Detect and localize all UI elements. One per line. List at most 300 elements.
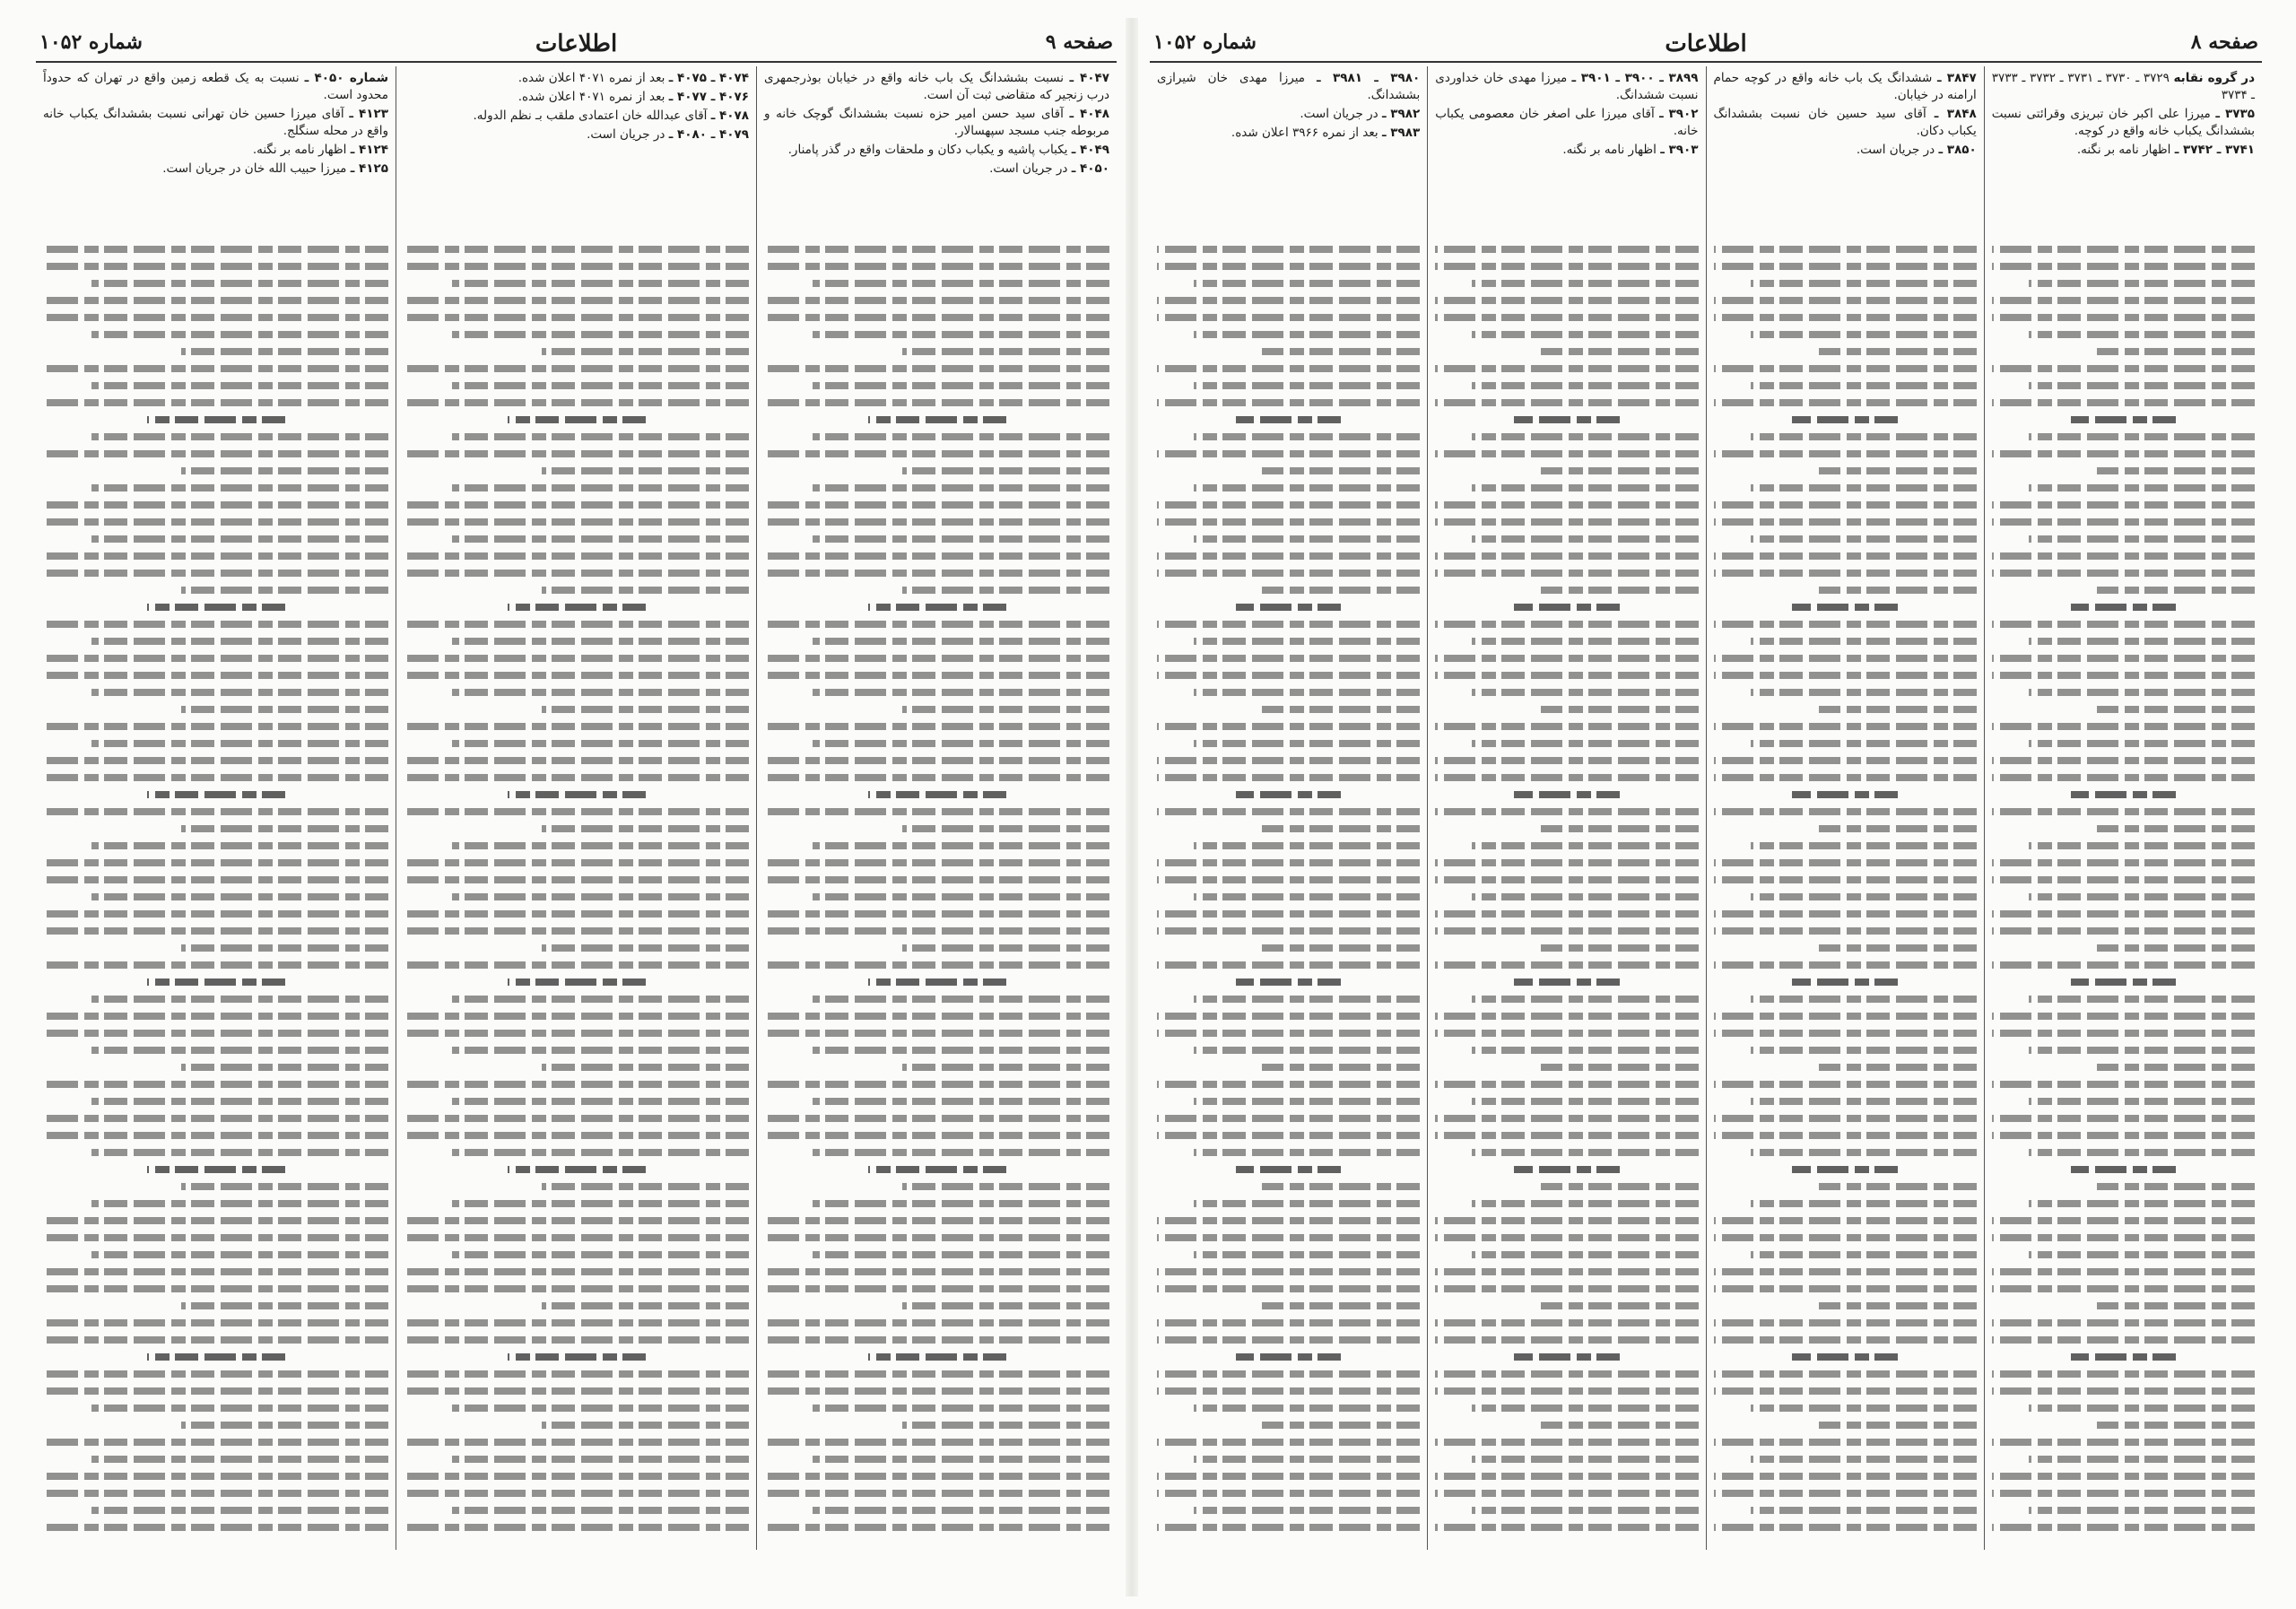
text-line bbox=[43, 1217, 388, 1224]
text-line bbox=[452, 893, 749, 900]
text-line bbox=[1992, 263, 2255, 270]
text-line bbox=[43, 1115, 388, 1122]
text-line bbox=[1157, 246, 1420, 253]
text-line bbox=[43, 1132, 388, 1139]
text-line bbox=[1435, 1473, 1698, 1480]
text-line bbox=[404, 1439, 749, 1446]
text-line bbox=[1157, 723, 1420, 730]
text-line bbox=[404, 1115, 749, 1122]
text-line bbox=[1157, 876, 1420, 883]
text-line bbox=[181, 348, 388, 355]
text-line bbox=[902, 1183, 1109, 1190]
text-line bbox=[1992, 1013, 2255, 1020]
text-line bbox=[43, 723, 388, 730]
text-line bbox=[1435, 672, 1698, 679]
text-line bbox=[1992, 450, 2255, 457]
text-line bbox=[1157, 927, 1420, 935]
text-line bbox=[91, 689, 388, 696]
right-column-2 bbox=[1706, 66, 1984, 1550]
text-line bbox=[91, 433, 388, 440]
text-line bbox=[1714, 774, 1977, 781]
text-line bbox=[43, 1234, 388, 1241]
text-line bbox=[508, 1166, 646, 1173]
text-line bbox=[1435, 1013, 1698, 1020]
text-line bbox=[1714, 552, 1977, 560]
text-line bbox=[1262, 348, 1420, 355]
text-line bbox=[43, 1370, 388, 1378]
text-line bbox=[404, 570, 749, 577]
text-line bbox=[2029, 1251, 2255, 1258]
text-line bbox=[1435, 1490, 1698, 1497]
text-line bbox=[1435, 961, 1698, 969]
text-line bbox=[1541, 1302, 1699, 1309]
text-line bbox=[1472, 280, 1698, 287]
text-line bbox=[404, 910, 749, 918]
text-line bbox=[452, 280, 749, 287]
column-text-block bbox=[1714, 246, 1977, 1544]
text-line bbox=[2029, 1405, 2255, 1412]
text-line bbox=[813, 1149, 1109, 1156]
text-line bbox=[1992, 1336, 2255, 1344]
text-line bbox=[1751, 689, 1977, 696]
text-line bbox=[1157, 1524, 1420, 1531]
right-column-4 bbox=[1150, 66, 1427, 1550]
text-line bbox=[404, 246, 749, 253]
text-line bbox=[1435, 1439, 1698, 1446]
text-line bbox=[1714, 757, 1977, 764]
text-line bbox=[902, 1422, 1109, 1429]
text-line bbox=[404, 1217, 749, 1224]
text-line bbox=[902, 825, 1109, 832]
text-line bbox=[542, 706, 749, 713]
right-masthead: اطلاعات bbox=[1665, 30, 1747, 57]
text-line bbox=[1714, 314, 1977, 321]
text-line bbox=[1157, 1217, 1420, 1224]
text-line bbox=[1819, 825, 1977, 832]
text-line bbox=[764, 961, 1109, 969]
notice-entry: ۴۱۲۴ ـ اظهار نامه بر نگنه. bbox=[252, 143, 388, 157]
text-line bbox=[2097, 587, 2255, 594]
text-line bbox=[43, 961, 388, 969]
text-line bbox=[1157, 518, 1420, 526]
text-line bbox=[1714, 1234, 1977, 1241]
text-line bbox=[452, 842, 749, 849]
text-line bbox=[1194, 1405, 1420, 1412]
text-line bbox=[1435, 1115, 1698, 1122]
text-line bbox=[91, 996, 388, 1003]
text-line bbox=[43, 808, 388, 815]
text-line bbox=[868, 416, 1006, 423]
text-line bbox=[2029, 484, 2255, 491]
text-line bbox=[1435, 859, 1698, 866]
text-line bbox=[1435, 621, 1698, 628]
text-line bbox=[43, 1490, 388, 1497]
notice-entry: ۳۸۹۹ ـ ۳۹۰۰ ـ ۳۹۰۱ ـ میرزا مهدی خان خداوردی نسبت ششدانگ. bbox=[1435, 71, 1699, 102]
text-line bbox=[764, 859, 1109, 866]
left-column-3 bbox=[36, 66, 396, 1550]
text-line bbox=[1194, 1251, 1420, 1258]
text-line bbox=[764, 450, 1109, 457]
text-line bbox=[764, 757, 1109, 764]
text-line bbox=[1792, 1166, 1897, 1173]
text-line bbox=[1262, 1064, 1420, 1071]
text-line bbox=[1472, 1098, 1698, 1105]
text-line bbox=[764, 399, 1109, 406]
text-line bbox=[764, 263, 1109, 270]
text-line bbox=[1157, 552, 1420, 560]
right-page bbox=[1150, 25, 2262, 1550]
text-line bbox=[404, 1490, 749, 1497]
text-line bbox=[43, 552, 388, 560]
notice-entry: ۳۹۸۲ ـ در جریان است. bbox=[1300, 107, 1421, 121]
text-line bbox=[1714, 927, 1977, 935]
text-line bbox=[1541, 467, 1699, 474]
text-line bbox=[1819, 587, 1977, 594]
text-line bbox=[452, 740, 749, 747]
text-line bbox=[1992, 1081, 2255, 1088]
text-line bbox=[404, 1370, 749, 1378]
text-line bbox=[764, 570, 1109, 577]
text-line bbox=[1472, 331, 1698, 338]
text-line bbox=[452, 1098, 749, 1105]
text-line bbox=[1751, 996, 1977, 1003]
text-line bbox=[1992, 808, 2255, 815]
text-line bbox=[2097, 1422, 2255, 1429]
text-line bbox=[43, 876, 388, 883]
text-line bbox=[1792, 791, 1897, 798]
text-line bbox=[91, 1098, 388, 1105]
text-line bbox=[1714, 910, 1977, 918]
text-line bbox=[764, 501, 1109, 509]
text-line bbox=[1472, 842, 1698, 849]
right-page-header bbox=[1150, 25, 2262, 63]
text-line bbox=[1714, 570, 1977, 577]
text-line bbox=[404, 1081, 749, 1088]
text-line bbox=[1992, 1115, 2255, 1122]
text-line bbox=[1992, 297, 2255, 304]
text-line bbox=[2029, 331, 2255, 338]
text-line bbox=[1819, 706, 1977, 713]
text-line bbox=[2029, 740, 2255, 747]
text-line bbox=[43, 297, 388, 304]
text-line bbox=[813, 1507, 1109, 1514]
text-line bbox=[2071, 1166, 2176, 1173]
text-line bbox=[404, 1268, 749, 1275]
text-line bbox=[1992, 1217, 2255, 1224]
text-line bbox=[1472, 638, 1698, 645]
text-line bbox=[1714, 1524, 1977, 1531]
text-line bbox=[1435, 246, 1698, 253]
text-line bbox=[2097, 825, 2255, 832]
text-line bbox=[1992, 1439, 2255, 1446]
text-line bbox=[1751, 433, 1977, 440]
text-line bbox=[181, 1183, 388, 1190]
text-line bbox=[91, 1149, 388, 1156]
text-line bbox=[1751, 1507, 1977, 1514]
text-line bbox=[404, 450, 749, 457]
text-line bbox=[1514, 416, 1619, 423]
right-columns bbox=[1150, 66, 2262, 1550]
text-line bbox=[868, 791, 1006, 798]
text-line bbox=[1819, 1064, 1977, 1071]
left-page-number: صفحه ۹ bbox=[1045, 30, 1113, 54]
notice-entry: ۴۰۵۰ ـ در جریان است. bbox=[989, 161, 1109, 176]
text-line bbox=[1472, 484, 1698, 491]
text-line bbox=[1751, 893, 1977, 900]
text-line bbox=[2097, 348, 2255, 355]
text-line bbox=[1157, 1319, 1420, 1326]
text-line bbox=[43, 450, 388, 457]
text-line bbox=[43, 314, 388, 321]
text-line bbox=[2029, 280, 2255, 287]
text-line bbox=[1714, 1115, 1977, 1122]
text-line bbox=[43, 910, 388, 918]
text-line bbox=[404, 297, 749, 304]
text-line bbox=[2029, 893, 2255, 900]
text-line bbox=[813, 1456, 1109, 1463]
text-line bbox=[1714, 1439, 1977, 1446]
text-line bbox=[1819, 1183, 1977, 1190]
text-line bbox=[181, 1302, 388, 1309]
text-line bbox=[1472, 1507, 1698, 1514]
text-line bbox=[2097, 1064, 2255, 1071]
text-line bbox=[764, 1490, 1109, 1497]
text-line bbox=[452, 433, 749, 440]
text-line bbox=[1194, 484, 1420, 491]
text-line bbox=[2071, 604, 2176, 611]
text-line bbox=[91, 1456, 388, 1463]
text-line bbox=[404, 757, 749, 764]
text-line bbox=[1751, 1098, 1977, 1105]
text-line bbox=[2071, 416, 2176, 423]
text-line bbox=[1541, 1183, 1699, 1190]
text-line bbox=[764, 1473, 1109, 1480]
column-text-block bbox=[43, 246, 388, 1544]
text-line bbox=[813, 1047, 1109, 1054]
text-line bbox=[1435, 1268, 1698, 1275]
text-line bbox=[1792, 416, 1897, 423]
text-line bbox=[43, 1285, 388, 1292]
text-line bbox=[1514, 604, 1619, 611]
left-page-header bbox=[36, 25, 1117, 63]
text-line bbox=[1435, 876, 1698, 883]
text-line bbox=[1992, 876, 2255, 883]
notice-entry: ۴۰۷۴ ـ ۴۰۷۵ ـ بعد از نمره ۴۰۷۱ اعلان شده. bbox=[517, 71, 749, 85]
text-line bbox=[404, 399, 749, 406]
text-line bbox=[1992, 859, 2255, 866]
text-line bbox=[1157, 1439, 1420, 1446]
text-line bbox=[1435, 808, 1698, 815]
text-line bbox=[1751, 1047, 1977, 1054]
text-line bbox=[1435, 1387, 1698, 1395]
text-line bbox=[452, 996, 749, 1003]
text-line bbox=[2071, 978, 2176, 986]
text-line bbox=[542, 944, 749, 952]
text-line bbox=[1714, 859, 1977, 866]
text-line bbox=[1262, 1422, 1420, 1429]
text-line bbox=[43, 1319, 388, 1326]
text-line bbox=[1992, 1234, 2255, 1241]
text-line bbox=[1714, 1336, 1977, 1344]
text-line bbox=[2029, 535, 2255, 543]
notice-entry: ۴۰۴۹ ـ یکباب پاشیه و یکباب دکان و ملحقات واقع در گذر پامنار. bbox=[787, 143, 1109, 157]
text-line bbox=[902, 467, 1109, 474]
text-line bbox=[1819, 1302, 1977, 1309]
left-page bbox=[36, 25, 1117, 1550]
text-line bbox=[813, 280, 1109, 287]
text-line bbox=[2097, 1302, 2255, 1309]
text-line bbox=[1714, 246, 1977, 253]
text-line bbox=[764, 655, 1109, 662]
text-line bbox=[1262, 467, 1420, 474]
text-line bbox=[764, 910, 1109, 918]
text-line bbox=[1541, 348, 1699, 355]
text-line bbox=[1435, 910, 1698, 918]
text-line bbox=[1194, 893, 1420, 900]
text-line bbox=[902, 348, 1109, 355]
text-line bbox=[1435, 1370, 1698, 1378]
text-line bbox=[181, 825, 388, 832]
text-line bbox=[1157, 1490, 1420, 1497]
text-line bbox=[1751, 484, 1977, 491]
text-line bbox=[1435, 1524, 1698, 1531]
text-line bbox=[404, 1132, 749, 1139]
text-line bbox=[508, 604, 646, 611]
text-line bbox=[764, 1268, 1109, 1275]
text-line bbox=[542, 348, 749, 355]
text-line bbox=[1157, 1370, 1420, 1378]
text-line bbox=[1714, 1268, 1977, 1275]
text-line bbox=[764, 1115, 1109, 1122]
text-line bbox=[91, 1405, 388, 1412]
text-line bbox=[1541, 587, 1699, 594]
text-line bbox=[1714, 621, 1977, 628]
page-gutter bbox=[1126, 18, 1138, 1596]
text-line bbox=[1751, 331, 1977, 338]
text-line bbox=[147, 1353, 285, 1361]
text-line bbox=[2097, 944, 2255, 952]
text-line bbox=[43, 399, 388, 406]
text-line bbox=[181, 944, 388, 952]
text-line bbox=[1435, 552, 1698, 560]
text-line bbox=[1714, 1081, 1977, 1088]
text-line bbox=[813, 996, 1109, 1003]
text-line bbox=[404, 1387, 749, 1395]
text-line bbox=[1992, 961, 2255, 969]
text-line bbox=[404, 672, 749, 679]
text-line bbox=[1992, 655, 2255, 662]
left-issue-number: شماره ۱۰۵۲ bbox=[39, 30, 143, 54]
text-line bbox=[1992, 1473, 2255, 1480]
notice-entry: ۴۰۷۹ ـ ۴۰۸۰ ـ در جریان است. bbox=[587, 127, 749, 142]
text-line bbox=[404, 723, 749, 730]
text-line bbox=[91, 484, 388, 491]
column-text-block bbox=[1157, 246, 1420, 1544]
text-line bbox=[1435, 399, 1698, 406]
text-line bbox=[1435, 518, 1698, 526]
text-line bbox=[404, 314, 749, 321]
notice-entry: ۴۰۴۸ ـ آقای سید حسن امیر حزه نسبت بششدانگ گوچک خانه و مربوطه جنب مسجد سپهسالار. bbox=[764, 107, 1109, 138]
text-line bbox=[1472, 1251, 1698, 1258]
text-line bbox=[1435, 655, 1698, 662]
text-line bbox=[91, 893, 388, 900]
text-line bbox=[452, 331, 749, 338]
text-line bbox=[1157, 1285, 1420, 1292]
text-line bbox=[764, 672, 1109, 679]
text-line bbox=[813, 638, 1109, 645]
text-line bbox=[764, 1336, 1109, 1344]
text-line bbox=[1714, 1030, 1977, 1037]
text-line bbox=[1472, 1456, 1698, 1463]
text-line bbox=[1992, 518, 2255, 526]
text-line bbox=[1194, 382, 1420, 389]
text-line bbox=[1714, 518, 1977, 526]
text-line bbox=[452, 1456, 749, 1463]
text-line bbox=[2071, 791, 2176, 798]
text-line bbox=[1262, 587, 1420, 594]
text-line bbox=[1157, 1473, 1420, 1480]
text-line bbox=[1435, 1081, 1698, 1088]
text-line bbox=[813, 893, 1109, 900]
text-line bbox=[1541, 944, 1699, 952]
text-line bbox=[452, 1149, 749, 1156]
text-line bbox=[1714, 1013, 1977, 1020]
text-line bbox=[1714, 297, 1977, 304]
text-line bbox=[2029, 382, 2255, 389]
text-line bbox=[542, 1302, 749, 1309]
text-line bbox=[764, 1030, 1109, 1037]
text-line bbox=[813, 1200, 1109, 1207]
text-line bbox=[1435, 570, 1698, 577]
text-line bbox=[43, 1387, 388, 1395]
right-page-number: صفحه ۸ bbox=[2190, 30, 2258, 54]
text-line bbox=[91, 280, 388, 287]
text-line bbox=[2029, 689, 2255, 696]
text-line bbox=[813, 689, 1109, 696]
text-line bbox=[1992, 1285, 2255, 1292]
text-line bbox=[1714, 961, 1977, 969]
text-line bbox=[1194, 996, 1420, 1003]
text-line bbox=[2029, 638, 2255, 645]
text-line bbox=[1514, 978, 1619, 986]
text-line bbox=[2097, 706, 2255, 713]
text-line bbox=[1194, 740, 1420, 747]
text-line bbox=[404, 1473, 749, 1480]
text-line bbox=[404, 1524, 749, 1531]
text-line bbox=[181, 1422, 388, 1429]
text-line bbox=[43, 365, 388, 372]
text-line bbox=[813, 1098, 1109, 1105]
notice-entry: ۳۸۵۰ ـ در جریان است. bbox=[1856, 143, 1977, 157]
text-line bbox=[764, 1439, 1109, 1446]
text-line bbox=[764, 876, 1109, 883]
text-line bbox=[1992, 1387, 2255, 1395]
text-line bbox=[1236, 791, 1341, 798]
text-line bbox=[404, 961, 749, 969]
text-line bbox=[404, 927, 749, 935]
text-line bbox=[1992, 910, 2255, 918]
text-line bbox=[764, 1132, 1109, 1139]
text-line bbox=[1714, 1490, 1977, 1497]
text-line bbox=[404, 518, 749, 526]
text-line bbox=[404, 859, 749, 866]
text-line bbox=[1435, 365, 1698, 372]
text-line bbox=[1435, 723, 1698, 730]
text-line bbox=[1714, 1285, 1977, 1292]
text-line bbox=[542, 825, 749, 832]
text-line bbox=[1194, 1047, 1420, 1054]
text-line bbox=[1157, 859, 1420, 866]
